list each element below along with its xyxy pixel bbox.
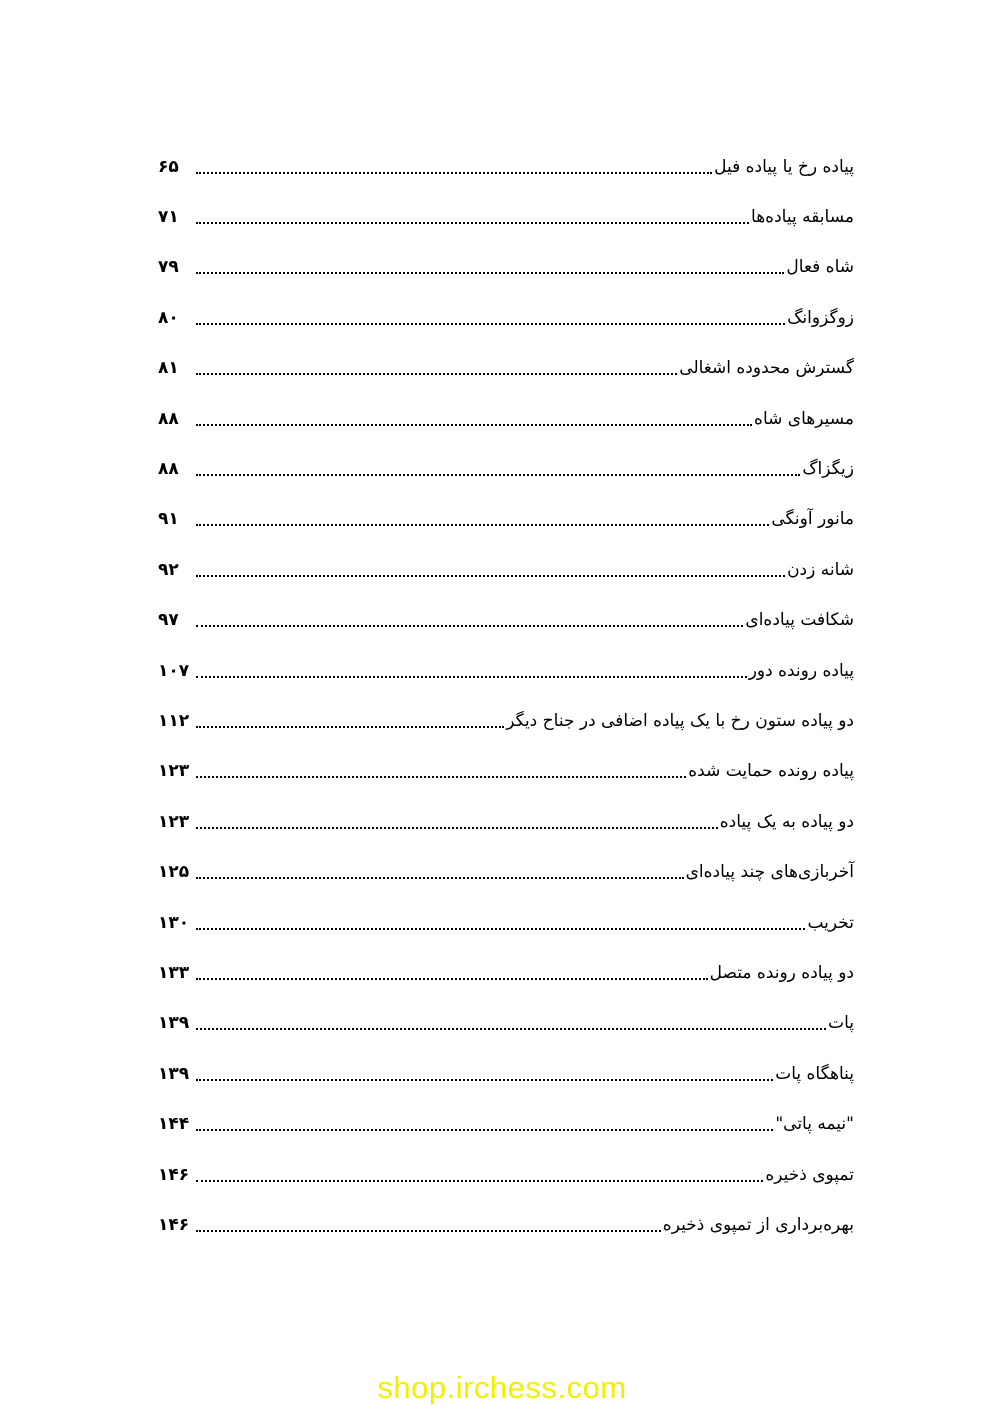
toc-entry-title: مسابقه پیاده‌ها bbox=[751, 207, 854, 228]
toc-entry-page: ۹۲ bbox=[158, 559, 179, 580]
toc-row-22 bbox=[158, 1200, 854, 1250]
dot-leader bbox=[196, 372, 677, 375]
toc-row-6 bbox=[158, 394, 854, 444]
toc-row-10 bbox=[158, 596, 854, 646]
toc-row-8 bbox=[158, 495, 854, 545]
dot-leader bbox=[196, 927, 805, 930]
toc-entry-title: پیاده رخ یا پیاده فیل bbox=[714, 156, 854, 177]
toc-entry-page: ۷۱ bbox=[158, 207, 179, 228]
toc-row-20 bbox=[158, 1099, 854, 1149]
toc-entry-page: ۷۹ bbox=[158, 257, 179, 278]
toc-entry-page: ۸۱ bbox=[158, 358, 179, 379]
dot-leader bbox=[196, 574, 785, 577]
toc-row-13 bbox=[158, 747, 854, 797]
toc-entry-page: ۱۳۹ bbox=[158, 1063, 190, 1084]
toc-entry-title: شکافت پیاده‌ای bbox=[745, 610, 854, 631]
dot-leader bbox=[196, 1027, 826, 1030]
dot-leader bbox=[196, 1229, 661, 1232]
toc-entry-title: شانه زدن bbox=[787, 559, 854, 580]
toc-entry-page: ۸۸ bbox=[158, 408, 179, 429]
toc-entry-title: پیاده رونده دور bbox=[748, 660, 854, 681]
toc-entry-title: پات bbox=[828, 1013, 854, 1034]
toc-entry-title: مانور آونگی bbox=[771, 509, 854, 530]
toc-entry-page: ۱۴۴ bbox=[158, 1114, 190, 1135]
toc-row-3 bbox=[158, 243, 854, 293]
table-of-contents bbox=[158, 142, 854, 1251]
toc-row-21 bbox=[158, 1150, 854, 1200]
toc-entry-page: ۱۴۶ bbox=[158, 1164, 190, 1185]
toc-row-5 bbox=[158, 344, 854, 394]
toc-entry-title: زوگزوانگ bbox=[787, 307, 854, 328]
dot-leader bbox=[196, 725, 504, 728]
toc-entry-title: زیگزاگ bbox=[802, 459, 854, 480]
toc-row-4 bbox=[158, 293, 854, 343]
toc-row-17 bbox=[158, 948, 854, 998]
toc-entry-page: ۱۲۳ bbox=[158, 811, 190, 832]
dot-leader bbox=[196, 675, 747, 678]
toc-entry-page: ۹۱ bbox=[158, 509, 179, 530]
toc-entry-page: ۱۴۶ bbox=[158, 1214, 190, 1235]
toc-row-1 bbox=[158, 142, 854, 192]
dot-leader bbox=[196, 876, 684, 879]
toc-entry-title: شاه فعال bbox=[786, 257, 854, 278]
toc-entry-title: گسترش محدوده اشغالی bbox=[679, 358, 854, 379]
toc-row-12 bbox=[158, 696, 854, 746]
dot-leader bbox=[196, 473, 800, 476]
dot-leader bbox=[196, 775, 686, 778]
dot-leader bbox=[196, 977, 708, 980]
toc-row-18 bbox=[158, 999, 854, 1049]
toc-entry-title: "نیمه پاتی" bbox=[775, 1114, 854, 1135]
toc-entry-page: ۱۰۷ bbox=[158, 660, 190, 681]
toc-entry-title: تمپوی ذخیره bbox=[765, 1164, 854, 1185]
toc-entry-title: پیاده رونده حمایت شده bbox=[688, 761, 854, 782]
dot-leader bbox=[196, 826, 718, 829]
toc-row-19 bbox=[158, 1049, 854, 1099]
toc-entry-page: ۸۸ bbox=[158, 459, 179, 480]
toc-row-14 bbox=[158, 797, 854, 847]
toc-entry-page: ۱۲۵ bbox=[158, 862, 190, 883]
dot-leader bbox=[196, 221, 749, 224]
toc-entry-title: دو پیاده ستون رخ با یک پیاده اضافی در جناح دیگر bbox=[506, 710, 854, 731]
toc-row-9 bbox=[158, 545, 854, 595]
toc-row-16 bbox=[158, 898, 854, 948]
toc-entry-page: ۱۳۳ bbox=[158, 962, 190, 983]
toc-entry-title: بهره‌برداری از تمپوی ذخیره bbox=[662, 1214, 854, 1235]
toc-entry-title: پناهگاه پات bbox=[775, 1063, 854, 1084]
dot-leader bbox=[196, 1179, 763, 1182]
dot-leader bbox=[196, 423, 752, 426]
dot-leader bbox=[196, 1078, 773, 1081]
toc-entry-page: ۹۷ bbox=[158, 610, 179, 631]
dot-leader bbox=[196, 322, 785, 325]
toc-row-11 bbox=[158, 646, 854, 696]
watermark-url: shop.irchess.com bbox=[377, 1370, 627, 1405]
toc-entry-page: ۸۰ bbox=[158, 307, 179, 328]
toc-entry-page: ۱۲۳ bbox=[158, 761, 190, 782]
toc-row-7 bbox=[158, 444, 854, 494]
toc-entry-title: دو پیاده به یک پیاده bbox=[719, 811, 854, 832]
dot-leader bbox=[196, 624, 743, 627]
toc-entry-title: دو پیاده رونده متصل bbox=[709, 962, 854, 983]
dot-leader bbox=[196, 523, 769, 526]
toc-entry-page: ۱۱۲ bbox=[158, 710, 190, 731]
dot-leader bbox=[196, 1128, 773, 1131]
toc-entry-page: ۱۳۰ bbox=[158, 912, 190, 933]
toc-entry-title: مسیرهای شاه bbox=[754, 408, 854, 429]
toc-entry-page: ۶۵ bbox=[158, 156, 179, 177]
toc-entry-page: ۱۳۹ bbox=[158, 1013, 190, 1034]
toc-row-2 bbox=[158, 192, 854, 242]
dot-leader bbox=[196, 171, 712, 174]
toc-entry-title: آخربازی‌های چند پیاده‌ای bbox=[685, 862, 854, 883]
dot-leader bbox=[196, 271, 784, 274]
toc-entry-title: تخریب bbox=[807, 912, 854, 933]
toc-row-15 bbox=[158, 847, 854, 897]
